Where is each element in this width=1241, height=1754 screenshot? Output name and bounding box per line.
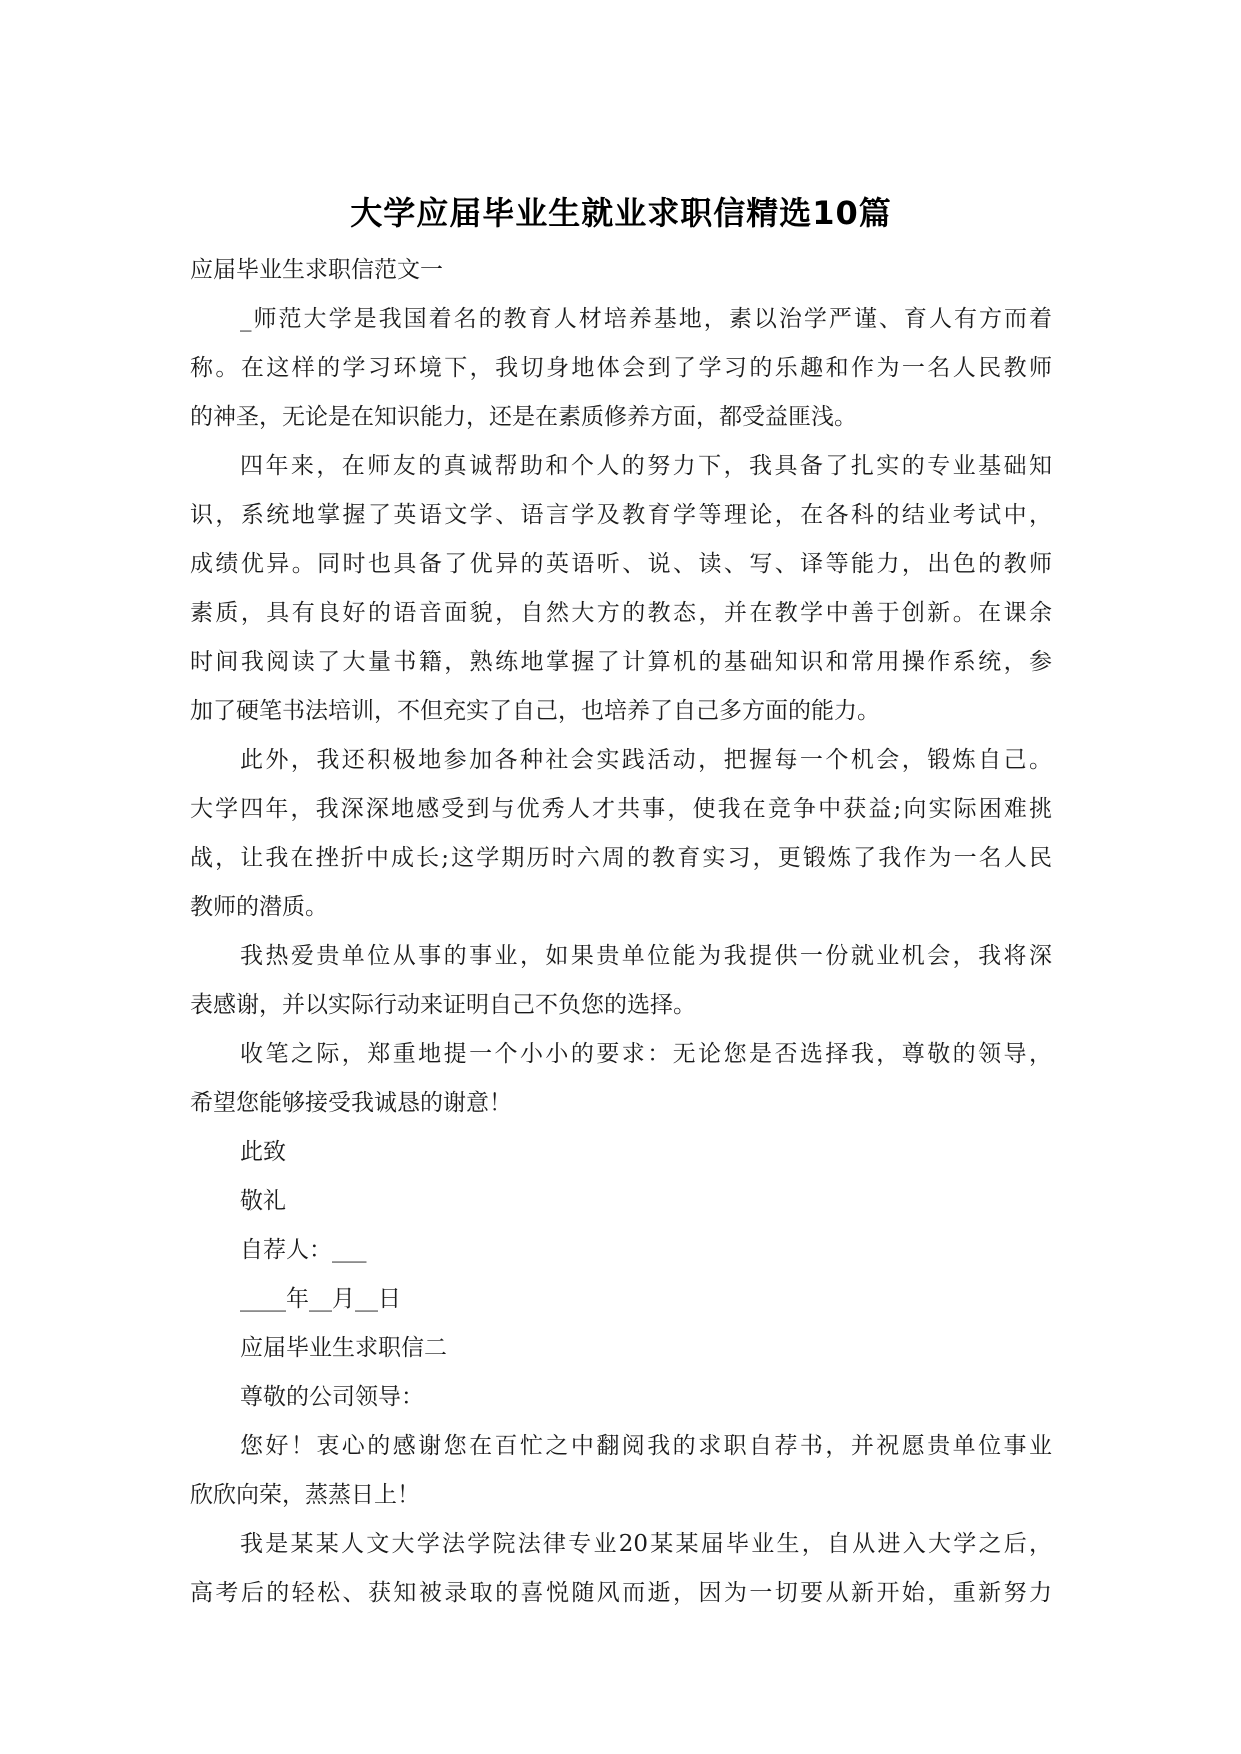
document-page (190, 186, 1052, 1618)
text-line: 加了硬笔书法培训，不但充实了自己，也培养了自己多方面的能力。 (190, 698, 880, 724)
text-line: 应届毕业生求职信二 (240, 1335, 447, 1361)
text-line: 尊敬的公司领导： (240, 1384, 424, 1410)
text-line: 大学四年，我深深地感受到与优秀人才共事，使我在竞争中获益;向实际困难挑 (190, 796, 1052, 822)
text-line: 自荐人：___ (240, 1237, 367, 1263)
document-title: 大学应届毕业生就业求职信精选10篇 (350, 194, 892, 232)
document-body (190, 246, 1052, 1618)
text-line: 成绩优异。同时也具备了优异的英语听、说、读、写、译等能力，出色的教师 (190, 551, 1052, 577)
text-line: 素质，具有良好的语音面貌，自然大方的教态，并在教学中善于创新。在课余 (190, 600, 1052, 626)
text-line: 收笔之际，郑重地提一个小小的要求：无论您是否选择我，尊敬的领导， (240, 1041, 1052, 1067)
text-line: 应届毕业生求职信范文一 (190, 257, 443, 283)
text-line: 时间我阅读了大量书籍，熟练地掌握了计算机的基础知识和常用操作系统，参 (190, 649, 1052, 675)
text-line: 识，系统地掌握了英语文学、语言学及教育学等理论，在各科的结业考试中， (190, 502, 1052, 528)
text-line: 教师的潜质。 (190, 894, 328, 920)
text-line: 此致 (240, 1139, 286, 1165)
text-line: 欣欣向荣，蒸蒸日上！ (190, 1482, 420, 1508)
text-line: 我热爱贵单位从事的事业，如果贵单位能为我提供一份就业机会，我将深 (240, 943, 1052, 969)
text-line: 敬礼 (240, 1188, 286, 1214)
text-line: 的神圣，无论是在知识能力，还是在素质修养方面，都受益匪浅。 (190, 404, 857, 430)
text-line: 我是某某人文大学法学院法律专业20某某届毕业生，自从进入大学之后， (240, 1531, 1052, 1557)
text-line: 表感谢，并以实际行动来证明自己不负您的选择。 (190, 992, 696, 1018)
text-line: 称。在这样的学习环境下，我切身地体会到了学习的乐趣和作为一名人民教师 (190, 355, 1052, 381)
text-line: _师范大学是我国着名的教育人材培养基地，素以治学严谨、育人有方而着 (240, 306, 1052, 332)
text-line: 希望您能够接受我诚恳的谢意！ (190, 1090, 512, 1116)
text-line: 高考后的轻松、获知被录取的喜悦随风而逝，因为一切要从新开始，重新努力 (190, 1580, 1052, 1606)
text-line: 战，让我在挫折中成长;这学期历时六周的教育实习，更锻炼了我作为一名人民 (190, 845, 1052, 871)
text-line: 您好！衷心的感谢您在百忙之中翻阅我的求职自荐书，并祝愿贵单位事业 (240, 1433, 1052, 1459)
text-line: 四年来，在师友的真诚帮助和个人的努力下，我具备了扎实的专业基础知 (240, 453, 1052, 479)
text-line: 此外，我还积极地参加各种社会实践活动，把握每一个机会，锻炼自己。 (240, 747, 1052, 773)
text-line: ____年__月__日 (240, 1286, 401, 1312)
